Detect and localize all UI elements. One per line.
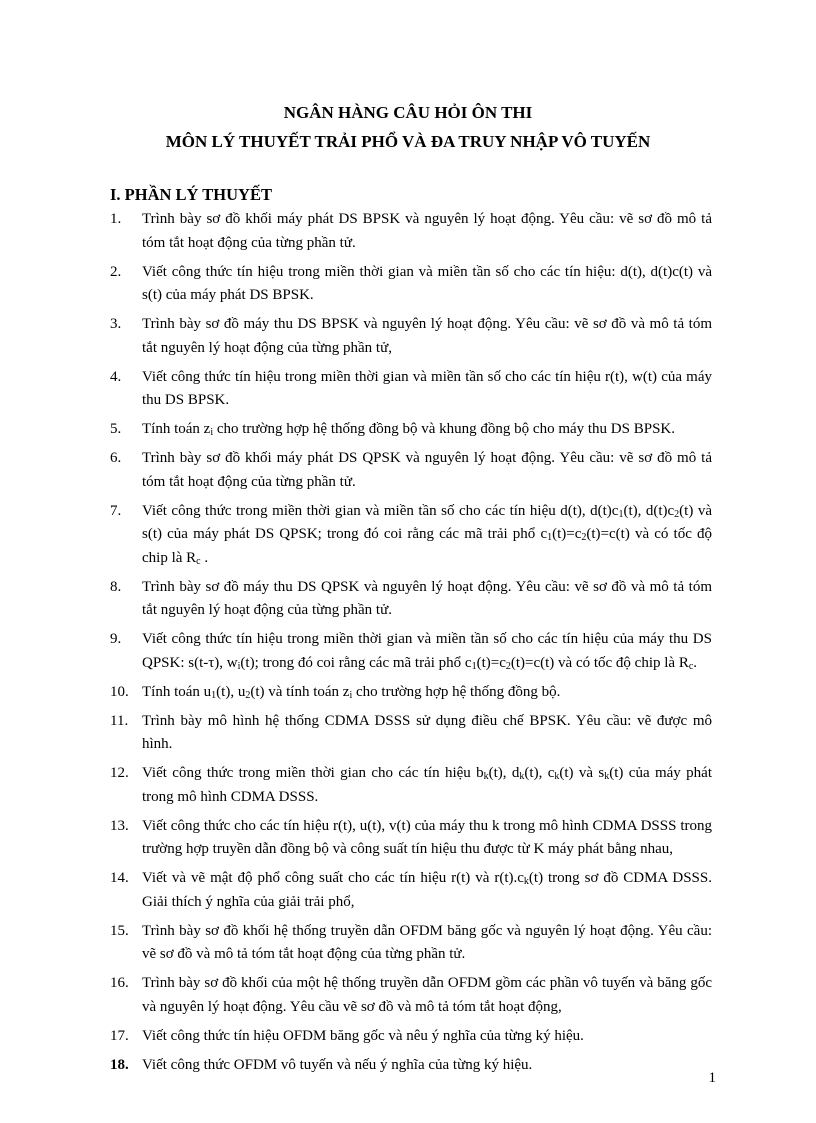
question-text	[142, 765, 712, 805]
text-run: Trình bày sơ đồ khối máy phát DS QPSK và nguyên lý hoạt động. Yêu cầu: vẽ sơ đồ mô tả tóm tắt hoạt động của từng phần tử.	[142, 450, 712, 490]
text-run: Trình bày sơ đồ khối hệ thống truyền dẫn OFDM băng gốc và nguyên lý hoạt động. Yêu cầu: vẽ sơ đồ và mô tả tóm tắt hoạt động của từng phần tử.	[142, 922, 712, 962]
question-text	[142, 579, 712, 619]
subscript: 2	[674, 508, 680, 520]
question-text	[142, 870, 712, 910]
subscript: i	[237, 660, 241, 672]
document-title-line-2: MÔN LÝ THUYẾT TRẢI PHỔ VÀ ĐA TRUY NHẬP VÔ TUYẾN	[165, 132, 651, 151]
text-run: Viết công thức tín hiệu trong miền thời gian và miền tần số cho các tín hiệu r(t), w(t) của máy thu DS BPSK.	[142, 368, 712, 408]
question-text	[142, 923, 712, 963]
text-run: Viết công thức tín hiệu trong miền thời gian và miền tần số cho các tín hiệu của máy thu DS QPSK: s(t-τ), w	[142, 631, 712, 671]
question-item	[110, 500, 712, 571]
question-number: 3.	[110, 316, 122, 332]
question-number: 18.	[110, 1056, 129, 1073]
question-item	[110, 418, 712, 442]
question-item	[110, 576, 712, 623]
question-number: 2.	[110, 263, 122, 280]
question-item	[110, 972, 712, 1019]
question-number: 15.	[110, 922, 129, 939]
question-item	[110, 681, 712, 705]
subscript: 2	[245, 689, 251, 701]
subscript: i	[210, 427, 214, 438]
question-number: 1.	[110, 211, 122, 227]
text-run: .	[693, 654, 698, 671]
question-number: 14.	[110, 870, 129, 886]
section-heading: I. PHẦN LÝ THUYẾT	[110, 185, 272, 204]
question-number: 6.	[110, 450, 122, 466]
question-list	[110, 208, 712, 1083]
question-item	[110, 208, 712, 255]
question-item	[110, 447, 712, 494]
text-run: Tính toán z	[142, 421, 211, 437]
text-run: Viết công thức OFDM vô tuyến và nếu ý nghĩa của từng ký hiệu.	[142, 1056, 533, 1073]
subscript: 2	[581, 532, 587, 543]
text-run: Viết công thức trong miền thời gian và miền tần số cho các tín hiệu d(t), d(t)c	[142, 502, 619, 519]
question-text	[142, 1028, 584, 1044]
question-number: 7.	[110, 502, 122, 519]
text-run: (t); trong đó coi rằng các mã trải phổ c	[240, 654, 472, 671]
subscript: 2	[505, 660, 511, 672]
subscript: 1	[618, 508, 624, 520]
text-run: Tính toán u	[142, 683, 212, 700]
text-run: (t) và s	[559, 765, 605, 781]
subscript: k	[519, 771, 525, 782]
question-number: 10.	[110, 683, 129, 700]
question-number: 16.	[110, 975, 129, 991]
text-run: Trình bày sơ đồ khối của một hệ thống truyền dẫn OFDM gồm các phần vô tuyến và băng gốc và nguyên lý hoạt động. Yêu cầu vẽ sơ đồ và mô tả tóm tắt hoạt động,	[142, 975, 712, 1015]
question-text	[142, 211, 712, 251]
text-run: (t), c	[524, 765, 555, 781]
text-run: (t), u	[216, 683, 246, 700]
question-item	[110, 867, 712, 914]
text-run: Viết công thức cho các tín hiệu r(t), u(t), v(t) của máy thu k trong mô hình CDMA DSSS trong trường hợp truyền dẫn đồng bộ và công suất tín hiệu thu được từ K máy phát bằng nhau,	[142, 817, 712, 857]
text-run: Trình bày sơ đồ khối máy phát DS BPSK và nguyên lý hoạt động. Yêu cầu: vẽ sơ đồ mô tả tóm tắt hoạt động của từng phần tử.	[142, 211, 712, 251]
question-number: 8.	[110, 578, 122, 595]
question-item	[110, 1054, 712, 1078]
subscript: c	[196, 555, 201, 567]
question-text	[142, 631, 712, 671]
question-item	[110, 815, 712, 862]
question-item	[110, 1025, 712, 1049]
text-run: Viết công thức tín hiệu trong miền thời gian và miền tần số cho các tín hiệu: d(t), d(t)c(t) và s(t) của máy phát DS BPSK.	[142, 263, 712, 303]
text-run: (t), d(t)c	[623, 502, 675, 519]
subscript: c	[688, 660, 694, 672]
text-run: (t)=c	[552, 526, 582, 542]
subscript: k	[523, 876, 529, 887]
subscript: k	[554, 771, 560, 782]
text-run: (t)=c(t) và có tốc độ chip là R	[142, 526, 712, 566]
text-run: cho trường hợp hệ thống đồng bộ và khung đồng bộ cho máy thu DS BPSK.	[213, 421, 676, 437]
subscript: i	[349, 689, 353, 701]
question-number: 17.	[110, 1027, 129, 1044]
question-text	[142, 684, 560, 700]
question-item	[110, 313, 712, 360]
question-item	[110, 366, 712, 413]
text-run: (t)=c	[476, 654, 506, 671]
question-number: 12.	[110, 765, 129, 781]
page-number: 1	[708, 1070, 716, 1086]
question-text	[142, 818, 712, 858]
question-number: 5.	[110, 421, 122, 437]
text-run: (t) và tính toán z	[250, 683, 350, 700]
question-text	[142, 503, 712, 566]
question-number: 9.	[110, 631, 122, 647]
subscript: k	[483, 771, 489, 782]
question-item	[110, 261, 712, 308]
question-item	[110, 710, 712, 757]
document-title-line-1: NGÂN HÀNG CÂU HỎI ÔN THI	[283, 103, 533, 122]
text-run: (t) trong sơ đồ CDMA DSSS. Giải thích ý nghĩa của giải trải phổ,	[142, 870, 712, 910]
question-text	[142, 450, 712, 490]
subscript: 1	[471, 660, 477, 672]
question-text	[142, 264, 712, 304]
subscript: 1	[211, 689, 217, 701]
text-run: (t) của máy phát trong mô hình CDMA DSSS.	[142, 765, 712, 805]
text-run: Trình bày sơ đồ máy thu DS BPSK và nguyên lý hoạt động. Yêu cầu: vẽ sơ đồ và mô tả tóm tắt nguyên lý hoạt động của từng phần tử,	[142, 316, 712, 356]
text-run: .	[200, 549, 209, 566]
question-text	[142, 316, 712, 356]
text-run: Trình bày sơ đồ máy thu DS QPSK và nguyên lý hoạt động. Yêu cầu: vẽ sơ đồ và mô tả tóm tắt nguyên lý hoạt động của từng phần tử.	[142, 578, 712, 618]
question-item	[110, 762, 712, 809]
text-run: Viết công thức trong miền thời gian cho các tín hiệu b	[142, 765, 484, 781]
text-run: (t), d	[488, 765, 520, 781]
question-item	[110, 920, 712, 967]
question-item	[110, 628, 712, 675]
question-number: 13.	[110, 817, 129, 834]
question-text	[142, 1057, 532, 1073]
question-text	[142, 975, 712, 1015]
subscript: k	[604, 771, 610, 782]
question-number: 4.	[110, 368, 122, 385]
question-number: 11.	[110, 712, 129, 729]
text-run: cho trường hợp hệ thống đồng bộ.	[352, 683, 561, 700]
text-run: (t) và s(t) của máy phát DS QPSK; trong đó coi rằng các mã trải phổ c	[142, 502, 712, 542]
text-run: Viết công thức tín hiệu OFDM băng gốc và nêu ý nghĩa của từng ký hiệu.	[142, 1027, 584, 1044]
subscript: 1	[547, 532, 553, 543]
text-run: Trình bày mô hình hệ thống CDMA DSSS sử dụng điều chế BPSK. Yêu cầu: vẽ được mô hình.	[142, 712, 712, 752]
question-text	[142, 421, 675, 437]
text-run: Viết và vẽ mật độ phổ công suất cho các tín hiệu r(t) và r(t).c	[142, 870, 524, 886]
question-text	[142, 713, 712, 753]
text-run: (t)=c(t) và có tốc độ chip là R	[510, 654, 689, 671]
question-text	[142, 369, 712, 409]
